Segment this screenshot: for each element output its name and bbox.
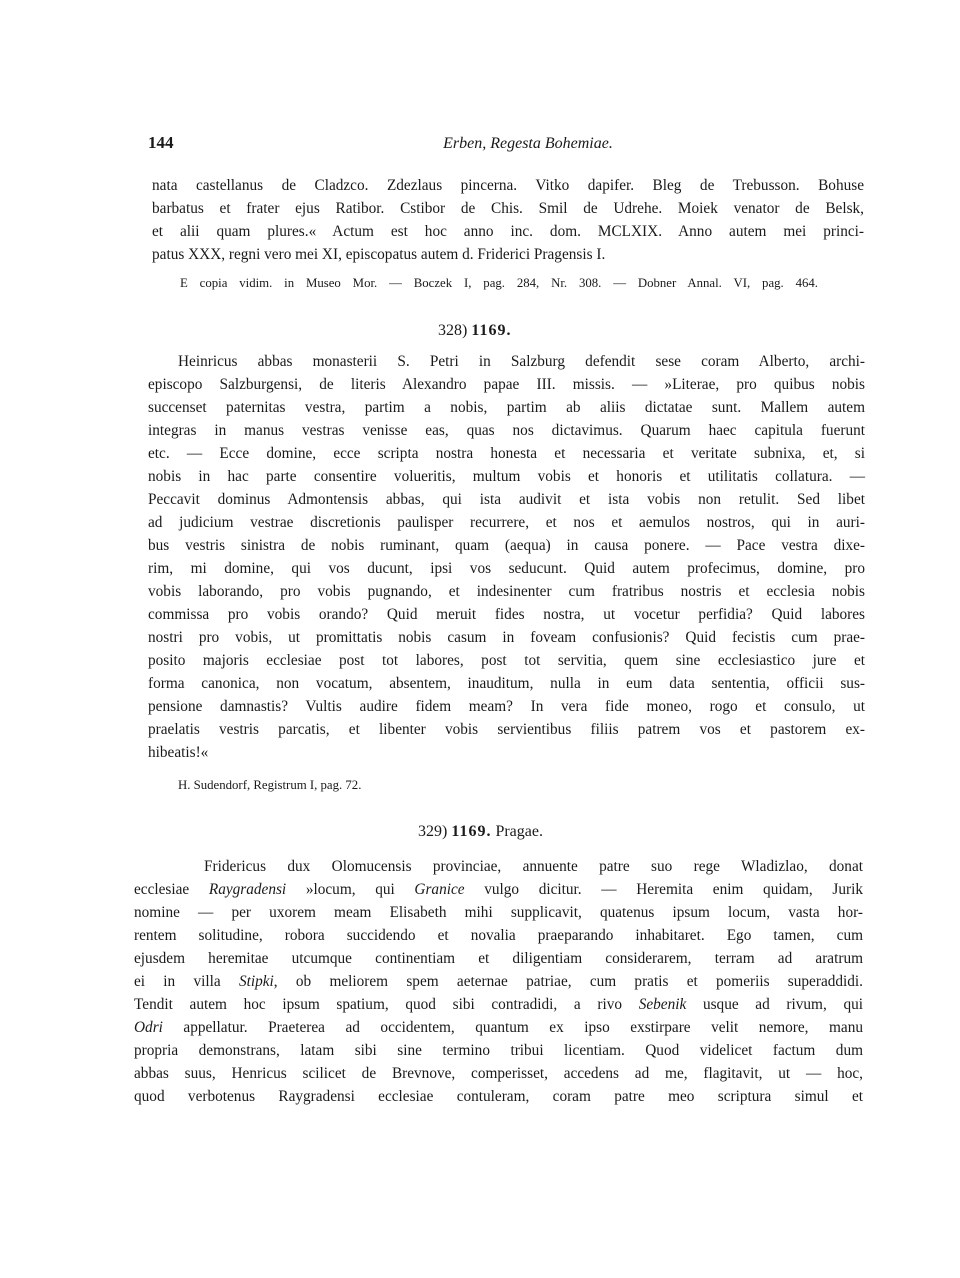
source-citation: H. Sudendorf, Registrum I, pag. 72. (178, 778, 362, 792)
text-line: bus vestris sinistra de nobis ruminant, quam (aequa) in causa ponere. — Pace vestra dixe- (148, 537, 865, 554)
running-title: Erben, Regesta Bohemiae. (443, 135, 613, 152)
text-line: integras in manus vestras venisse eas, quas nos dictavimus. Quarum haec capitula fuerunt (148, 422, 865, 439)
text-line: ecclesiae Raygradensi »locum, qui Granice vulgo dicitur. — Heremita enim quidam, Jurik (134, 881, 864, 898)
text-line: rim, mi domine, qui vos ducunt, ipsi vos seducunt. Quid autem profecimus, domine, pro (148, 560, 865, 577)
text-line: et alii quam plures.« Actum est hoc anno inc. dom. MCLXIX. Anno autem mei princi- (152, 223, 864, 240)
text-line: ad judicium vestrae discretionis paulisper recurrere, et nos et aemulos nostros, qui in auri- (148, 514, 865, 531)
page-header (148, 133, 868, 157)
regest-year: 1169. (471, 322, 512, 339)
regest-year: 1169. (451, 823, 492, 840)
text-line: ei in villa Stipki, ob meliorem spem aeternae patriae, cum pratis et pomeriis superaddidi. (134, 973, 863, 990)
regest-heading-329 (418, 823, 543, 841)
text-line: nomine — per uxorem meam Elisabeth mihi supplicavit, quatenus ipsum locum, vasta hor- (134, 904, 863, 921)
text-line: ejusdem heremitae utcumque continentiam et diligentiam considerarem, terram ad aratrum (134, 950, 863, 967)
text-line: hibeatis!« (148, 744, 209, 761)
page-number: 144 (148, 133, 174, 152)
regest-number: 329) (418, 823, 448, 840)
source-citation: E copia vidim. in Museo Mor. — Boczek I, pag. 284, Nr. 308. — Dobner Annal. VI, pag. 464. (180, 276, 818, 290)
text-line: Heinricus abbas monasterii S. Petri in Salzburg defendit sese coram Alberto, archi- (178, 353, 865, 370)
text-line: commissa pro vobis orando? Quid meruit fides nostra, ut vocetur perfidia? Quid labores (148, 606, 865, 623)
regest-place: Pragae. (495, 823, 543, 840)
text-line: etc. — Ecce domine, ecce scripta nostra honesta et necessaria et veritate subnixa, et, si (148, 445, 865, 462)
regest-number: 328) (438, 322, 468, 339)
text-line: vobis laborando, pro vobis pugnando, et indesinenter cum fratribus nostris et ecclesia nobis (148, 583, 865, 600)
text-line: abbas suus, Henricus scilicet de Brevnove, comperisset, accedens ad me, flagitavit, ut — hoc, (134, 1065, 863, 1082)
text-line: pensione damnastis? Vultis audire fidem meam? In vera fide moneo, rogo et consulo, ut (148, 698, 865, 715)
text-line: succenset paternitas vestra, partim a nobis, partim ab aliis dictatae sunt. Mallem autem (148, 399, 865, 416)
text-line: patus XXX, regni vero mei XI, episcopatus autem d. Friderici Pragensis I. (152, 246, 606, 263)
text-line: quod verbotenus Raygradensi ecclesiae contuleram, coram patre meo scriptura simul et (134, 1088, 863, 1105)
text-line: nostri pro vobis, ut promittatis nobis casum in foveam confusionis? Quid fecistis cum prae- (148, 629, 865, 646)
text-line: Odri appellatur. Praeterea ad occidentem, quantum ex ipso exstirpare velit nemore, manu (134, 1019, 863, 1036)
text-line: propria demonstrans, latam sibi sine termino tribui licentiam. Quod videlicet factum dum (134, 1042, 863, 1059)
text-line: forma canonica, non vocatum, absentem, inauditum, nulla in eum data sententia, officii sus- (148, 675, 865, 692)
text-line: nata castellanus de Cladzco. Zdezlaus pincerna. Vitko dapifer. Bleg de Trebusson. Bohuse (152, 177, 864, 194)
text-line: rentem solitudine, robora succidendo et novalia praeparando inhabitaret. Ego tamen, cum (134, 927, 863, 944)
text-line: Fridericus dux Olomucensis provinciae, annuente patre suo rege Wladizlao, donat (204, 858, 863, 875)
text-line: Peccavit dominus Admontensis abbas, qui ista audivit et ista vobis non retulit. Sed libet (148, 491, 865, 508)
text-line: praelatis vestris parcatis, et libenter vobis servientibus filiis patrem vos et pastorem ex- (148, 721, 865, 738)
text-line: nobis in hac parte consentire volueritis, multum vobis et honoris et utilitatis collatura. — (148, 468, 865, 485)
text-line: episcopo Salzburgensi, de literis Alexandro papae III. missis. — »Literae, pro quibus nobis (148, 376, 865, 393)
text-line: posito majoris ecclesiae post tot labores, post tot servitia, quem sine ecclesiastico jure et (148, 652, 865, 669)
text-line: barbatus et frater ejus Ratibor. Cstibor de Chis. Smil de Udrehe. Moiek venator de Belsk, (152, 200, 864, 217)
text-line: Tendit autem hoc ipsum spatium, quod sibi contradidi, a rivo Sebenik usque ad rivum, qui (134, 996, 863, 1013)
regest-heading-328 (438, 322, 511, 340)
